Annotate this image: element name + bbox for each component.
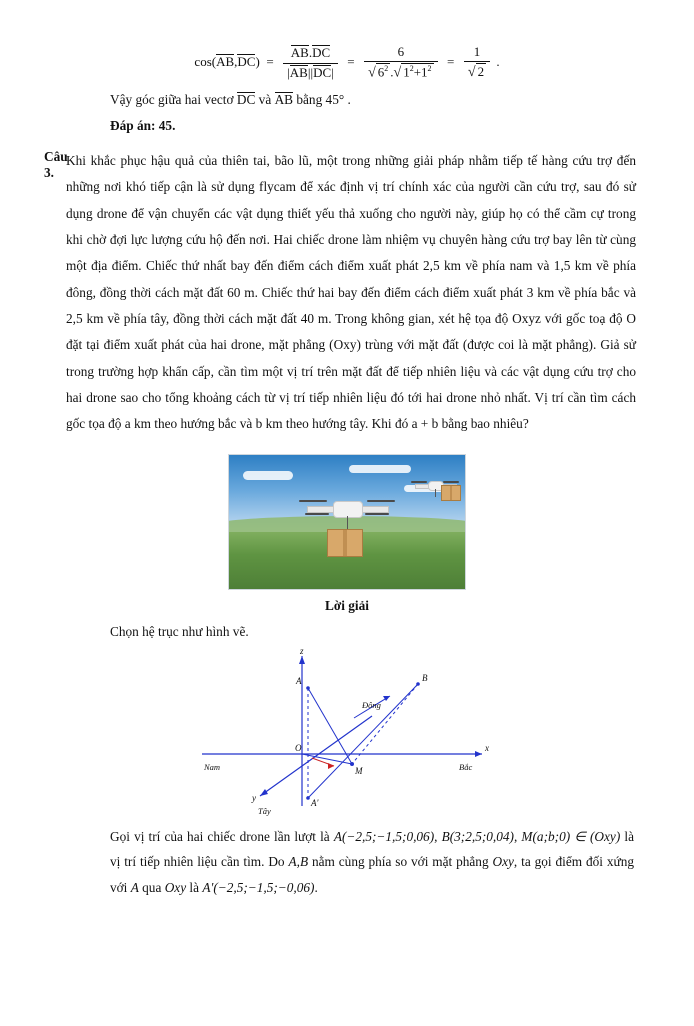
photo-package-secondary [441, 485, 461, 501]
tail-comma-1: , [434, 828, 438, 844]
question-body: Khi khắc phục hậu quả của thiên tai, bão lũ, một trong những giải pháp nhằm tiếp tế hàng cứu trợ đến những nơi khó tiếp cận là sử dụng flycam để xác định vị trí chính xác của người cần cứu trợ, sau đó sử dụng drone để vận chuyển các vật dụng thiết yếu thả xuống cho người này, giúp họ có thể cầm cự trong khi chờ đợi lực lượng cứu hộ đến nơi. Hai chiếc drone làm nhiệm vụ chuyên hàng cứu trợ bay lên từ cùng một địa điểm. Chiếc thứ nhất bay đến điểm cách điểm xuất phát 2,5 km về phía nam và 1,5 km về phía đông, đồng thời cách mặt đất 60 m. Chiếc thứ hai bay đến điểm cách điểm xuất phát 3 km về phía bắc và 2,5 km về phía tây, đồng thời cách mặt đất 40 m. Trong không gian, xét hệ tọa độ Oxyz với gốc toạ độ O đặt tại điểm xuất phát của hai drone, mặt phẳng (Oxy) trùng với mặt đất (được coi là mặt phẳng). Giả sử trong trường hợp khẩn cấp, cần tìm một vị trí trên mặt đất để tiếp nhiên liệu và các vật dụng cứu trợ cho hai drone sao cho tổng khoảng cách từ vị trí tiếp nhiên liệu đó tới hai drone nhỏ nhất. Vị trí cần tìm cách gốc tọa độ a km theo hướng bắc và b km theo hướng tây. Khi đó a + b bằng bao nhiêu? [66, 153, 636, 432]
formula-arg-dc: DC [237, 54, 256, 70]
points-ab: A,B [288, 854, 309, 870]
solution-heading: Lời giải [325, 597, 369, 613]
svg-text:y: y [252, 792, 256, 803]
frac1-den-dc: DC [313, 64, 332, 80]
conclusion-mid: và [258, 92, 272, 108]
frac1-num-ab: AB [290, 45, 309, 61]
cos-label: cos [194, 54, 212, 70]
point-a: A [130, 880, 139, 896]
svg-text:Tây: Tây [258, 805, 271, 816]
svg-text:Đông: Đông [362, 699, 381, 710]
photo-cloud [349, 465, 411, 473]
tail-qua: qua [142, 880, 162, 896]
equals-1: = [263, 54, 277, 70]
formula-paren-close: ) [255, 54, 260, 70]
conclusion-vec-dc: DC [236, 92, 256, 108]
sqrt-b: √ $1^2+1^2$ [393, 64, 432, 81]
point-a-coords: A(−2,5;−1,5;0,06) [333, 828, 435, 844]
svg-text:A: A [296, 675, 302, 686]
tail-mid-3: , ta gọi điểm đối xứng với [110, 854, 635, 896]
formula-paren-open: ( [211, 54, 217, 70]
point-a-prime-coords: A'(−2,5;−1,5;−0,06) [202, 880, 315, 896]
svg-text:x: x [485, 742, 489, 753]
sqrt-a: √ $6^2$ [368, 64, 389, 81]
document-page [0, 44, 694, 1026]
formula-period: . [496, 54, 500, 70]
svg-text:A': A' [311, 797, 319, 808]
sqrt-c: √ 2 [467, 64, 485, 81]
answer-label: Đáp án: [110, 118, 156, 134]
frac2-num: 6 [364, 44, 437, 62]
tail-mid-2: nằm cùng phía so với mặt phẳng [311, 854, 489, 870]
svg-text:z: z [300, 645, 304, 656]
tail-comma-2: , [513, 828, 518, 844]
answer-value: 45. [158, 118, 176, 134]
conclusion-line [110, 92, 694, 108]
answer-line [110, 118, 694, 134]
photo-cloud [243, 471, 293, 480]
svg-text:O: O [295, 742, 302, 753]
tail-la: là [189, 880, 200, 896]
tail-mid-1: là vị trí tiếp nhiên liệu cần tìm. Do [110, 828, 634, 870]
conclusion-pre: Vậy góc giữa hai vectơ [110, 92, 234, 108]
formula-arg-ab: AB [216, 54, 235, 70]
plane-oxy-1: Oxy [492, 854, 514, 870]
conclusion-post: bằng 45° . [296, 92, 351, 108]
plane-oxy-2: Oxy [164, 880, 187, 896]
equals-3: = [443, 54, 458, 70]
question-block [0, 148, 694, 437]
question-label: Câu 3. [44, 149, 68, 181]
fraction-2: $\frac{6}{√ 6^2 .√ 1^2+1^2}$ [364, 44, 437, 82]
point-m-coords: M(a;b;0) ∈ (Oxy) [521, 828, 621, 844]
svg-text:Nam: Nam [204, 761, 221, 772]
equals-2: = [343, 54, 358, 70]
photo-package-main [327, 529, 363, 557]
point-b-coords: B(3;2,5;0,04) [441, 828, 514, 844]
svg-text:Bắc: Bắc [459, 761, 473, 772]
formula-block [0, 44, 694, 82]
tail-pre: Gọi vị trí của hai chiếc drone lần lượt là [110, 828, 330, 844]
formula-arg-sep: , [234, 54, 238, 70]
fraction-3 [464, 44, 490, 82]
drone-photo [228, 454, 466, 590]
frac3-num: 1 [464, 44, 490, 62]
frac1-den-ab: AB [289, 64, 308, 80]
solution-line-1: Chọn hệ trục như hình vẽ. [110, 623, 249, 639]
coordinate-diagram [182, 646, 512, 816]
svg-text:B: B [422, 672, 428, 683]
conclusion-vec-ab: AB [274, 92, 294, 108]
solution-tail [110, 824, 634, 902]
svg-text:M: M [355, 765, 363, 776]
photo-drone-main [299, 493, 395, 527]
tail-period: . [314, 880, 318, 896]
fraction-1: $\frac{AB.DC}{|AB||DC|}$ [283, 45, 338, 81]
frac1-num-dc: DC [312, 45, 331, 61]
